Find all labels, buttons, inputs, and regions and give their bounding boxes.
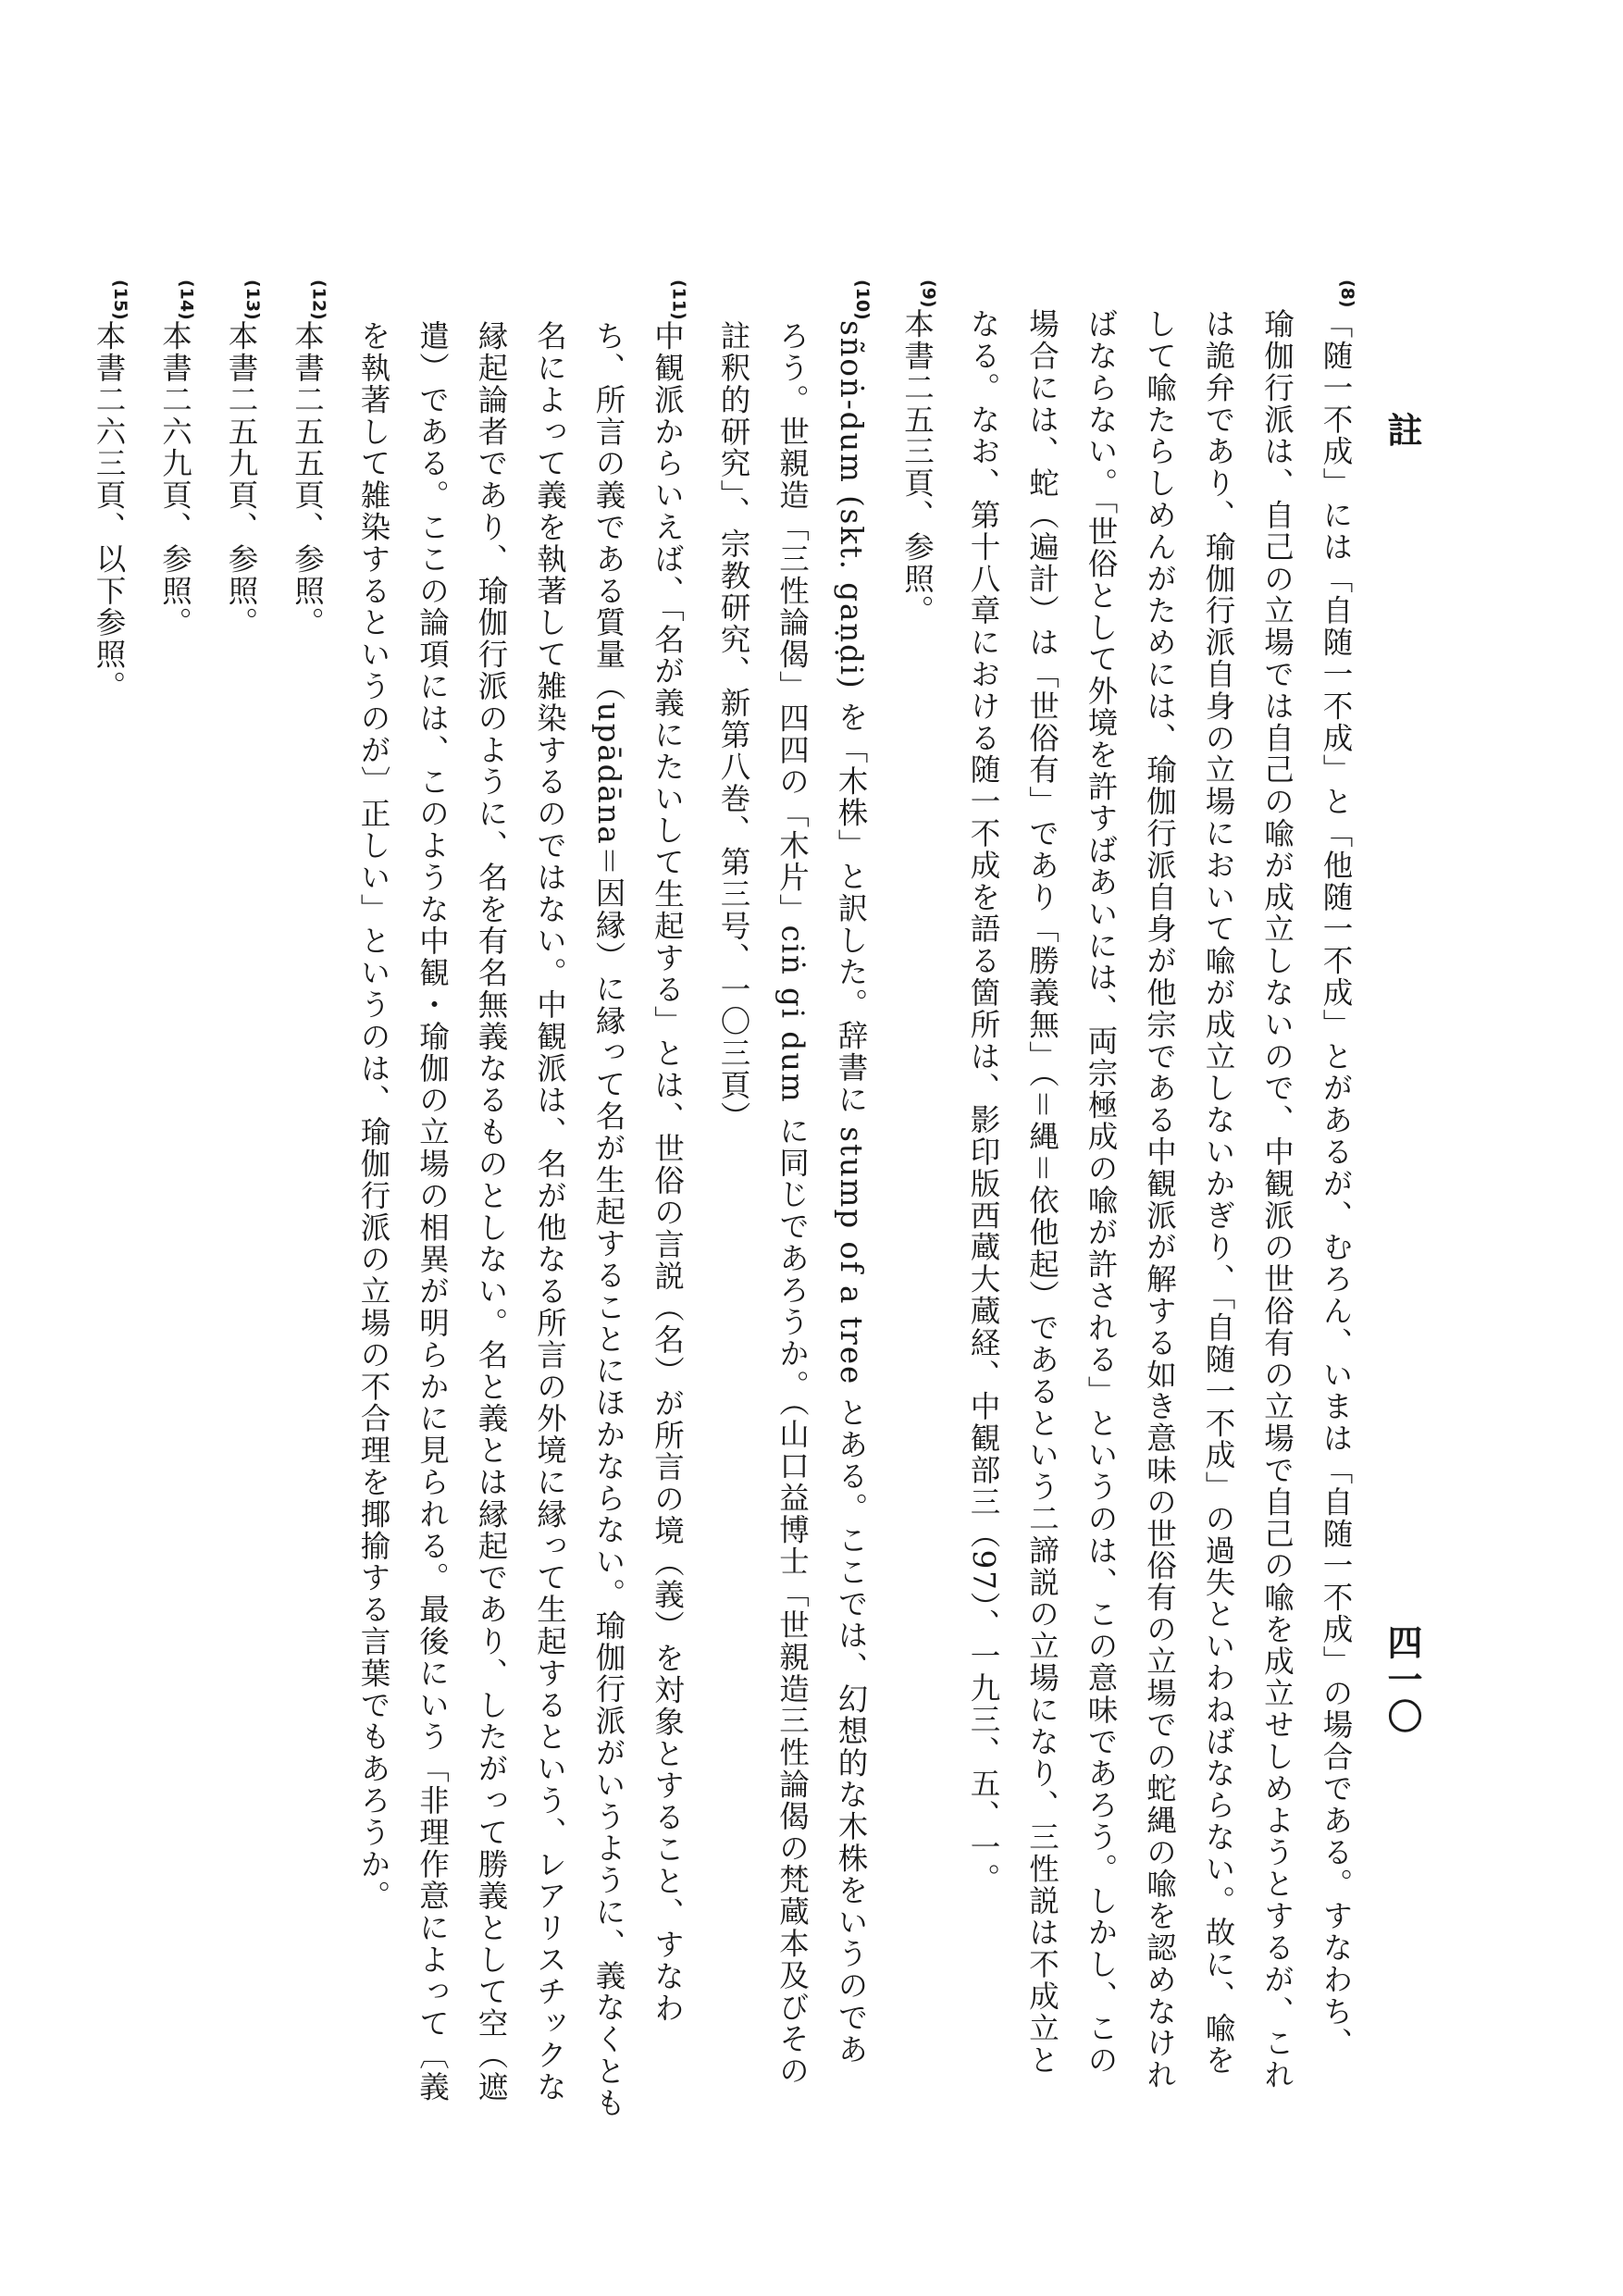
notes-body — [92, 278, 1365, 2119]
note-10 — [704, 278, 881, 2087]
text-line: なる。なお、第十八章における随一不成を語る箇所は、影印版西蔵大蔵経、中観部三（97）、一九三、五、一。 — [966, 307, 1001, 1895]
text-line: して喩たらしめんがためには、瑜伽行派自身が他宗である中観派が解する如き意味の世俗有の立場での蛇縄の喩を認めなけれ — [1142, 307, 1178, 2091]
text-line: 註釈的研究」、宗教研究、新第八巻、第三号、一〇三頁） — [716, 319, 751, 1133]
text-line: ち、所言の義である質量（upādāna＝因縁）に縁って名が生起することにほかならない。瑜伽行派がいうように、義なくとも — [591, 319, 626, 2119]
text-line: は詭弁であり、瑜伽行派自身の立場において喩が成立しないかぎり、「自随一不成」の過失といわねばならない。故に、喩を — [1201, 307, 1236, 2076]
text-line: 本書二五五頁、参照。 — [290, 319, 326, 639]
note-text — [704, 319, 881, 2087]
note-text — [80, 320, 139, 2032]
note-marker: (10) — [852, 279, 873, 320]
note-14 — [145, 278, 204, 2027]
text-line: 縁起論者であり、瑜伽行派のように、名を有名無義なるものとしない。名と義とは縁起であり、したがって勝義として空（遮 — [474, 319, 509, 2104]
note-13 — [212, 278, 271, 2027]
page-number: 四一〇 — [1381, 1624, 1423, 1735]
note-12 — [278, 278, 337, 2027]
note-marker: (9) — [918, 279, 939, 308]
text-line: を執著して雑染するというのが〕正しい」というのは、瑜伽行派の立場の不合理を揶揄する言葉でもあろうか。 — [356, 319, 391, 1912]
note-marker: (15) — [110, 279, 130, 320]
note-marker: (13) — [242, 279, 263, 320]
page-title: 註 — [1381, 412, 1423, 447]
text-line: 場合には、蛇（遍計）は「世俗有」であり「勝義無」（＝縄＝依他起）であるという二諦説の立場になり、三性説は不成立と — [1024, 307, 1060, 2076]
text-line: 瑜伽行派は、自己の立場では自己の喩が成立しないので、中観派の世俗有の立場で自己の喩を成立せしめようとするが、これ — [1259, 307, 1295, 2091]
text-line: ばならない。「世俗として外境を許すばあいには、両宗極成の喩が許される」というのは、この意味であろう。しかし、この — [1084, 307, 1119, 2076]
note-8 — [954, 278, 1366, 2091]
text-line: sñoṅ-dum (skt. gaṇḍi) を「木株」と訳した。辞書に stump of a tree とある。ここでは、幻想的な木株をいうのであ — [834, 319, 869, 2066]
text-line: 「随一不成」には「自随一不成」と「他随一不成」とがあるが、むろん、いまは「自随一不成」の場合である。すなわち、 — [1319, 307, 1354, 2059]
text-line: 遣）である。ここの論項には、このような中観・瑜伽の立場の相異が明らかに見られる。最後にいう「非理作意によって〔義 — [415, 319, 451, 2104]
text-line: 中観派からいえば、「名が義にたいして生起する」とは、世俗の言説（名）が所言の境（義）を対象とすること、すなわ — [650, 319, 686, 2025]
note-15 — [80, 278, 139, 2027]
text-line: 本書二五九頁、参照。 — [224, 319, 259, 639]
note-text — [954, 307, 1366, 2091]
note-marker: (8) — [1337, 279, 1357, 308]
note-text — [887, 308, 947, 2020]
note-marker: (14) — [176, 279, 197, 320]
note-marker: (12) — [308, 279, 329, 320]
note-marker: (11) — [668, 279, 689, 320]
note-text — [212, 320, 271, 2032]
note-text — [344, 319, 697, 2119]
text-line: 本書二六九頁、参照。 — [157, 319, 193, 639]
note-11 — [344, 278, 697, 2119]
text-line: 名によって義を執著して雑染するのではない。中観派は、名が他なる所言の外境に縁って生起するという、レアリスチックな — [532, 319, 568, 2104]
text-line: 本書二五三頁、参照。 — [899, 307, 935, 627]
text-line: ろう。世親造「三性論偈」四四の「木片」ciṅ gi dum に同じであろうか。（山口益博士「世親造三性論偈の梵蔵本及びその — [774, 319, 811, 2087]
note-9 — [887, 278, 947, 2027]
note-text — [145, 320, 204, 2032]
text-line: 本書二六三頁、以下参照。 — [92, 319, 127, 702]
note-text — [278, 320, 337, 2032]
